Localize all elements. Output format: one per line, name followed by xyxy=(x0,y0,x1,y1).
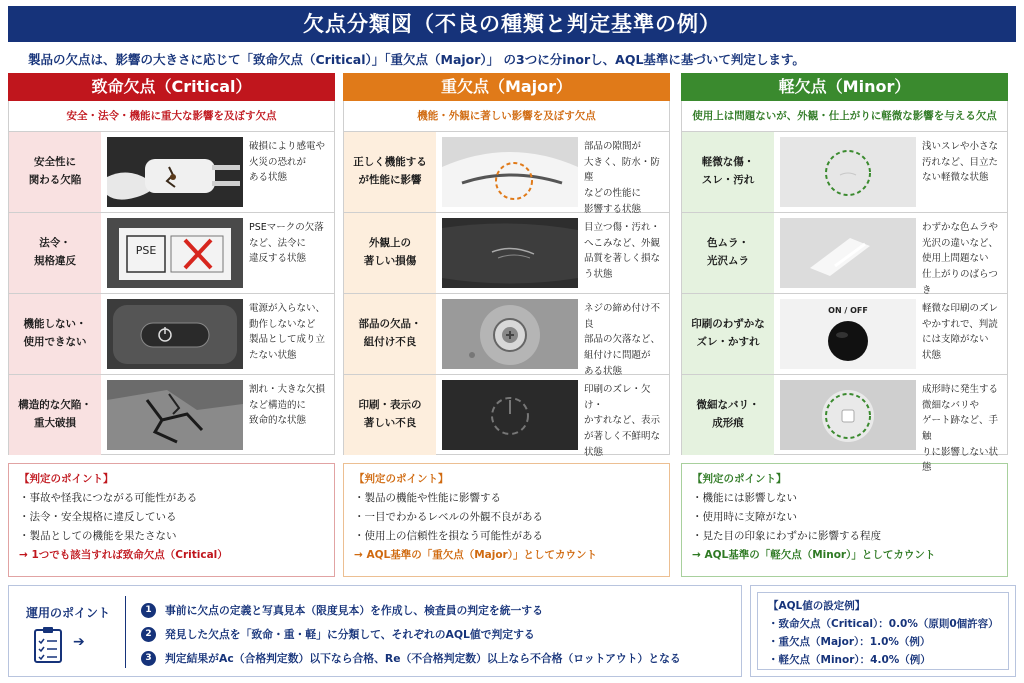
svg-text:ON / OFF: ON / OFF xyxy=(828,306,868,315)
defect-row xyxy=(9,293,334,374)
major-column xyxy=(343,73,670,578)
minor-judgement-box xyxy=(681,463,1008,577)
step-text: 発見した欠点を「致命・重・軽」に分類して、それぞれのAQL値で判定する xyxy=(165,627,535,641)
cracked-casing-photo xyxy=(107,380,243,450)
defect-label: 軽微な傷・ スレ・汚れ xyxy=(682,132,774,212)
page-title: 欠点分類図（不良の種類と判定基準の例） xyxy=(8,6,1016,42)
judgement-point: ・製品の機能や性能に影響する xyxy=(354,492,501,505)
step-text: 事前に欠点の定義と写真見本（限度見本）を作成し、検査員の判定を統一する xyxy=(165,603,543,617)
defect-text: ネジの締め付け不良 部品の欠落など、 組付けに問題が ある状態 xyxy=(584,303,661,377)
power-button-photo xyxy=(107,299,243,369)
judgement-title: 【判定のポイント】 xyxy=(19,473,114,485)
defect-row xyxy=(9,212,334,293)
aql-settings-box xyxy=(750,585,1016,677)
judgement-title: 【判定のポイント】 xyxy=(354,473,449,485)
operations-item xyxy=(141,622,681,646)
critical-description: 安全・法令・機能に重大な影響を及ぼす欠点 xyxy=(8,101,335,131)
arrow-right-icon: ➔ xyxy=(73,634,85,650)
missing-pse-label-photo xyxy=(107,218,243,288)
defect-label: 正しく機能する が性能に影響 xyxy=(344,132,436,212)
operations-item xyxy=(141,646,681,670)
defect-row xyxy=(682,212,1007,296)
judgement-point: ・使用時に支障がない xyxy=(692,511,797,524)
defect-label: 構造的な欠陥・ 重大破損 xyxy=(9,375,101,455)
clipboard-checklist-icon xyxy=(33,626,63,664)
defect-row xyxy=(9,374,334,455)
defect-label: 印刷のわずかな ズレ・かすれ xyxy=(682,294,774,374)
aql-line: ・重欠点（Major）：1.0%（例） xyxy=(768,635,931,648)
major-header: 重欠点（Major） xyxy=(343,73,670,101)
aql-line: ・致命欠点（Critical）：0.0%（原則0個許容） xyxy=(768,617,999,630)
operations-list xyxy=(141,598,681,670)
defect-row xyxy=(344,293,669,377)
defect-row xyxy=(344,131,669,215)
defect-text: 部品の隙間が 大きく、防水・防塵 などの性能に 影響する状態 xyxy=(584,141,660,215)
defect-text: 印刷のズレ・欠け・ かすれなど、表示 が著しく不鮮明な 状態 xyxy=(584,384,661,458)
major-description: 機能・外観に著しい影響を及ぼす欠点 xyxy=(343,101,670,131)
scratched-surface-photo xyxy=(442,218,578,288)
gloss-unevenness-photo xyxy=(780,218,916,288)
defect-text: 電源が入らない、 動作しないなど 製品として成り立 たない状態 xyxy=(249,303,326,362)
step-number: 2 xyxy=(141,627,156,642)
aql-line: ・軽欠点（Minor）：4.0%（例） xyxy=(768,653,931,666)
operations-title: 運用のポイント xyxy=(25,606,110,620)
defect-text: 破損により感電や 火災の恐れが ある状態 xyxy=(249,141,326,184)
defect-row xyxy=(682,374,1007,474)
step-number: 3 xyxy=(141,651,156,666)
defect-label: 部品の欠品・ 組付け不良 xyxy=(344,294,436,374)
defect-text: 浅いスレや小さな 汚れなど、目立た ない軽微な状態 xyxy=(922,141,999,184)
defect-label: 機能しない・ 使用できない xyxy=(9,294,101,374)
operations-box xyxy=(8,585,742,677)
judgement-title: 【判定のポイント】 xyxy=(692,473,787,485)
minor-header: 軽欠点（Minor） xyxy=(681,73,1008,101)
minor-description: 使用上は問題ないが、外観・仕上がりに軽微な影響を与える欠点 xyxy=(681,101,1008,131)
damaged-plug-photo xyxy=(107,137,243,207)
critical-header: 致命欠点（Critical） xyxy=(8,73,335,101)
judgement-point: ・製品としての機能を果たさない xyxy=(19,530,177,543)
defect-label: 印刷・表示の 著しい不良 xyxy=(344,375,436,455)
svg-text:PSE: PSE xyxy=(135,244,157,257)
step-number: 1 xyxy=(141,603,156,618)
judgement-conclusion: → AQL基準の「軽欠点（Minor）」としてカウント xyxy=(692,549,936,562)
defect-label: 安全性に 関わる欠陥 xyxy=(9,132,101,212)
defect-label: 微細なバリ・ 成形痕 xyxy=(682,375,774,455)
step-text: 判定結果がAc（合格判定数）以下なら合格、Re（不合格判定数）以上なら不合格（ロットアウト）となる xyxy=(165,651,681,665)
operations-item xyxy=(141,598,681,622)
defect-row xyxy=(682,293,1007,374)
major-judgement-box xyxy=(343,463,670,577)
molding-burr-photo xyxy=(780,380,916,450)
defect-label: 外観上の 著しい損傷 xyxy=(344,213,436,293)
gap-housing-photo xyxy=(442,137,578,207)
judgement-conclusion: → AQL基準の「重欠点（Major）」としてカウント xyxy=(354,549,597,562)
light-scuff-photo xyxy=(780,137,916,207)
judgement-point: ・機能には影響しない xyxy=(692,492,797,505)
minor-column xyxy=(681,73,1008,578)
judgement-point: ・使用上の信頼性を損なう可能性がある xyxy=(354,530,543,543)
aql-title: 【AQL値の設定例】 xyxy=(768,600,866,612)
defect-text: 目立つ傷・汚れ・ へこみなど、外観 品質を著しく損な う状態 xyxy=(584,222,661,281)
defect-row xyxy=(344,374,669,458)
defect-label: 色ムラ・ 光沢ムラ xyxy=(682,213,774,293)
judgement-point: ・見た目の印象にわずかに影響する程度 xyxy=(692,530,881,543)
judgement-point: ・一目でわかるレベルの外観不良がある xyxy=(354,511,543,524)
defect-row xyxy=(682,131,1007,212)
defect-row xyxy=(344,212,669,293)
intro-text: 製品の欠点は、影響の大きさに応じて「致命欠点（Critical）」「重欠点（Major）」 の3つに分inorし、AQL基準に基づいて判定します。 xyxy=(28,52,805,67)
defect-label: 法令・ 規格違反 xyxy=(9,213,101,293)
judgement-point: ・事故や怪我につながる可能性がある xyxy=(19,492,198,505)
judgement-conclusion: → 1つでも該当すれば致命欠点（Critical） xyxy=(19,549,228,562)
critical-judgement-box xyxy=(8,463,335,577)
faded-print-photo xyxy=(442,380,578,450)
critical-column xyxy=(8,73,335,578)
defect-text: わずかな色ムラや 光沢の違いなど、 使用上問題ない 仕上がりのばらつき xyxy=(922,222,999,296)
loose-screw-photo xyxy=(442,299,578,369)
judgement-point: ・法令・安全規格に違反している xyxy=(19,511,177,524)
on-off-button-photo xyxy=(780,299,916,369)
defect-text: PSEマークの欠落 など、法令に 違反する状態 xyxy=(249,222,324,265)
divider xyxy=(125,596,126,668)
defect-text: 割れ・大きな欠損 など構造的に 致命的な状態 xyxy=(249,384,326,427)
defect-text: 成形時に発生する 微細なバリや ゲート跡など、手触 りに影響しない状態 xyxy=(922,384,999,474)
defect-text: 軽微な印刷のズレ やかすれで、判読 には支障がない 状態 xyxy=(922,303,999,362)
defect-row xyxy=(9,131,334,212)
